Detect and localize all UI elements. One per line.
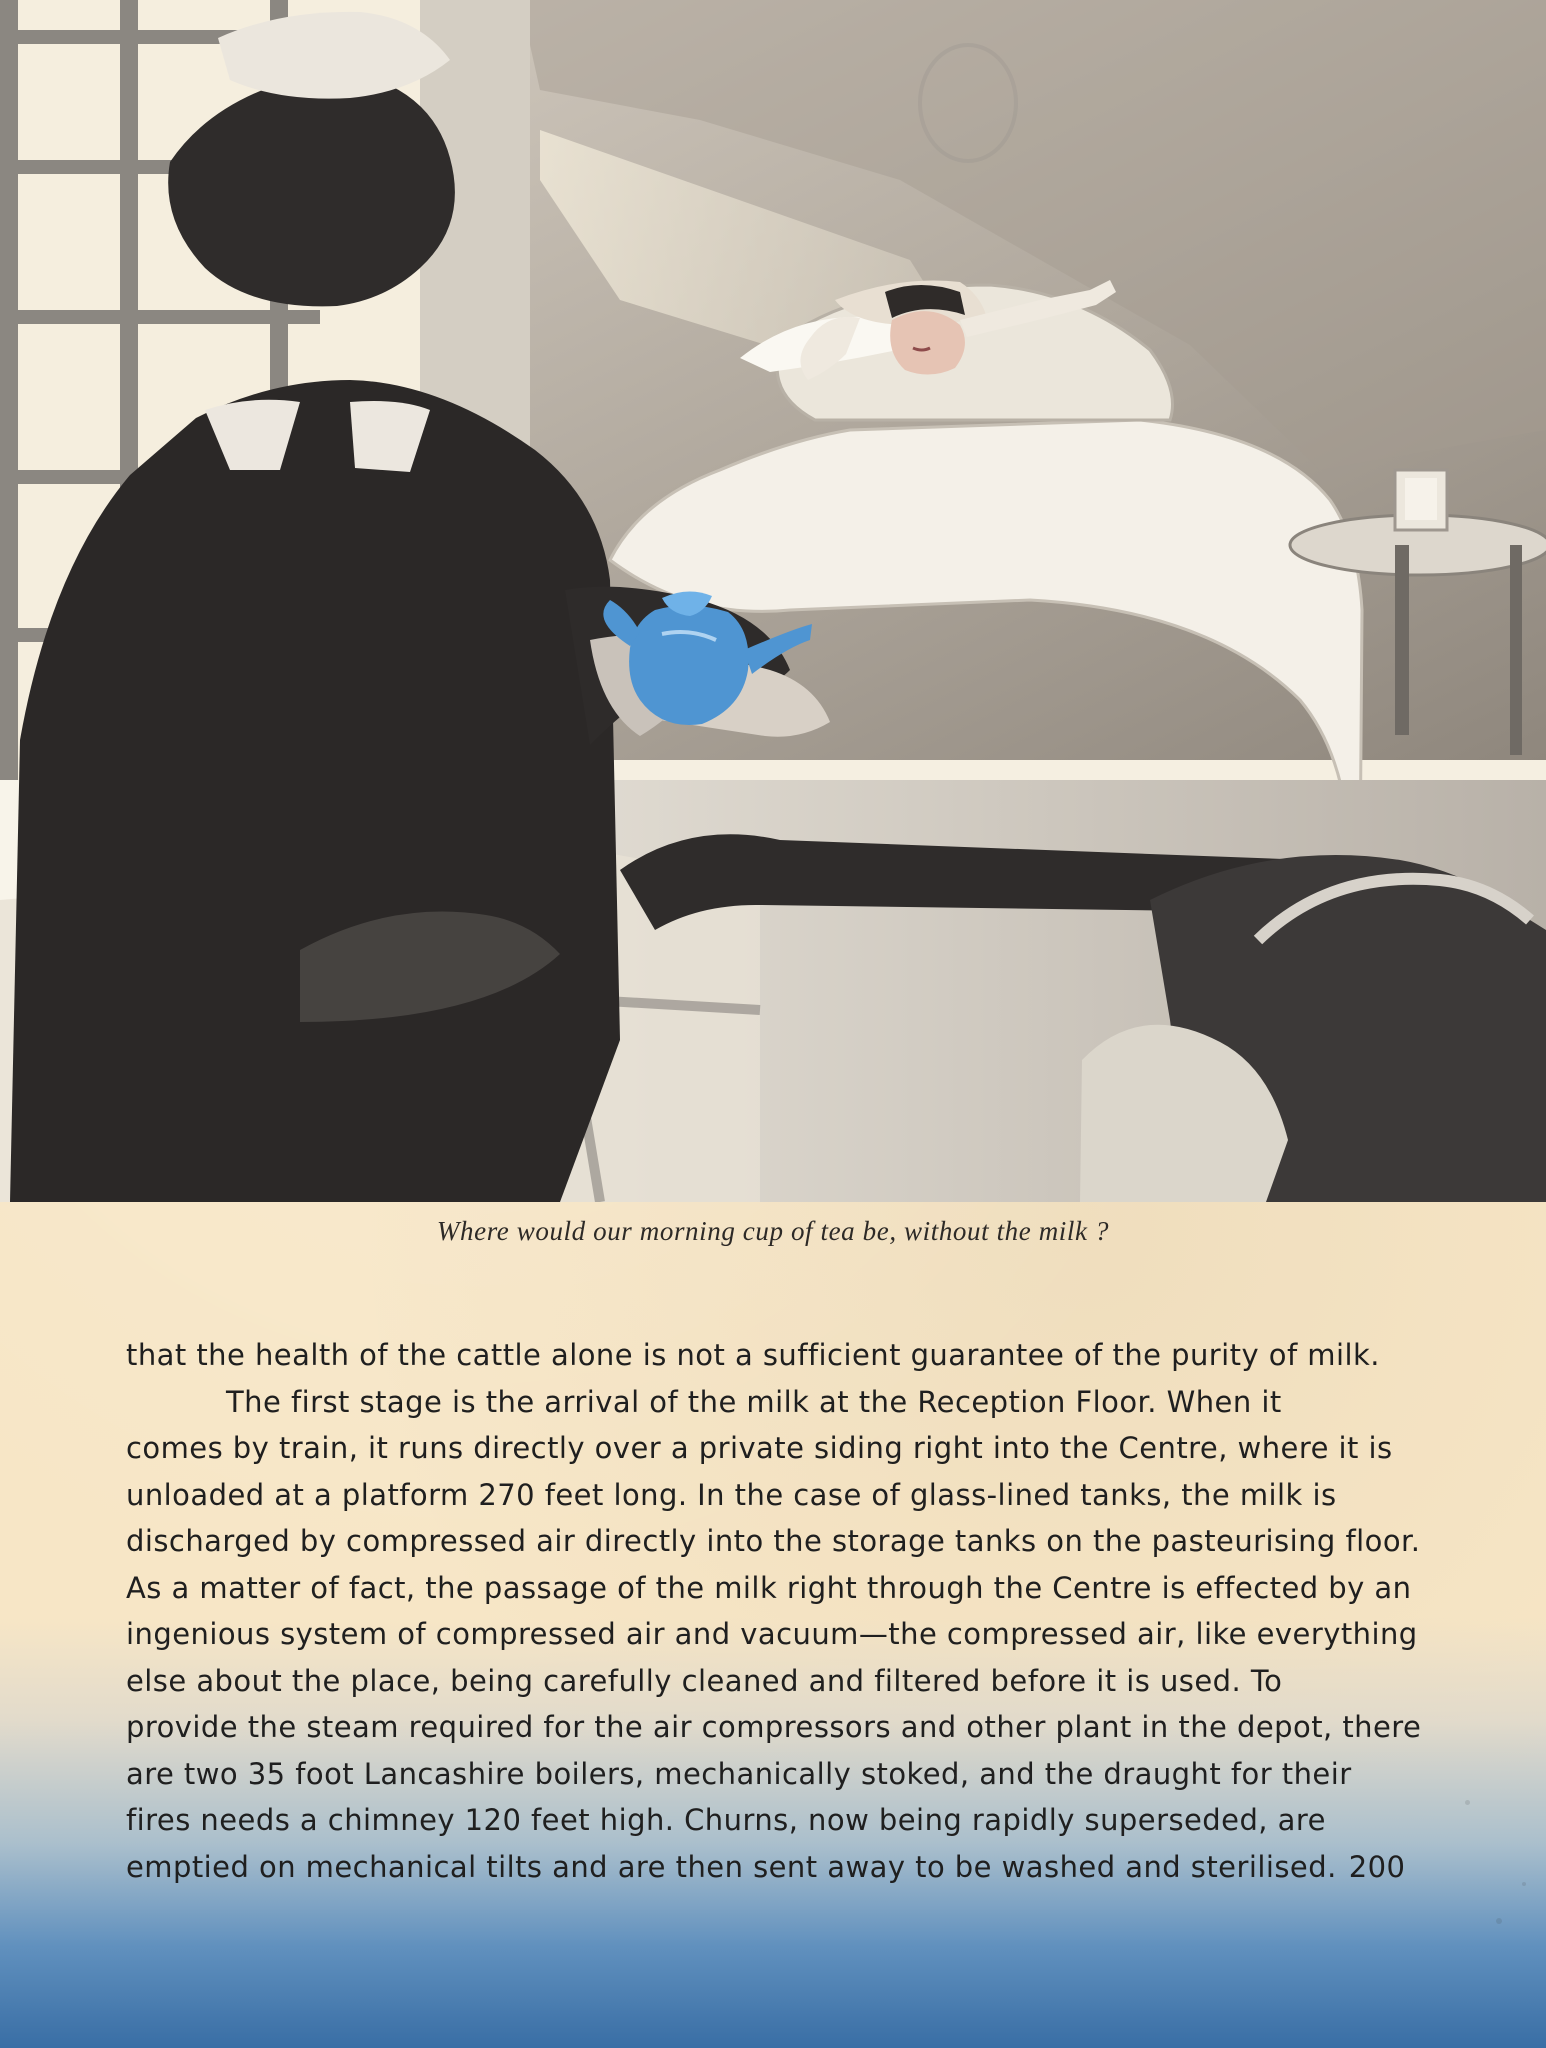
page-number: 200 — [1348, 1849, 1406, 1884]
body-line: As a matter of fact, the passage of the milk right through the Centre is effected by an — [126, 1570, 1412, 1605]
body-line: The first stage is the arrival of the milk at the Reception Floor. When it — [226, 1384, 1282, 1419]
body-line: that the health of the cattle alone is not a sufficient guarantee of the purity of milk. — [126, 1338, 1380, 1372]
body-line: unloaded at a platform 270 feet long. In the case of glass-lined tanks, the milk is — [126, 1477, 1337, 1512]
paper-speck — [1496, 1918, 1502, 1924]
paper-speck — [1522, 1882, 1526, 1886]
body-line: fires needs a chimney 120 feet high. Churns, now being rapidly superseded, are — [126, 1803, 1326, 1837]
body-line: else about the place, being carefully cleaned and filtered before it is used. To — [126, 1663, 1283, 1698]
body-line-with-page-number — [126, 1844, 1444, 1891]
illustration-caption: Where would our morning cup of tea be, without the milk ? — [436, 1216, 1110, 1246]
body-line: are two 35 foot Lancashire boilers, mechanically stoked, and the draught for their — [126, 1756, 1352, 1791]
body-line: discharged by compressed air directly into the storage tanks on the pasteurising floor. — [126, 1524, 1421, 1558]
body-line: comes by train, it runs directly over a private siding right into the Centre, where it is — [126, 1431, 1393, 1465]
body-line: emptied on mechanical tilts and are then sent away to be washed and sterilised. — [126, 1849, 1337, 1884]
paper-speck — [1465, 1800, 1470, 1805]
body-line: ingenious system of compressed air and vacuum—the compressed air, like everything — [126, 1617, 1418, 1651]
body-text — [126, 1332, 1444, 1890]
body-line: provide the steam required for the air compressors and other plant in the depot, there — [126, 1710, 1422, 1744]
